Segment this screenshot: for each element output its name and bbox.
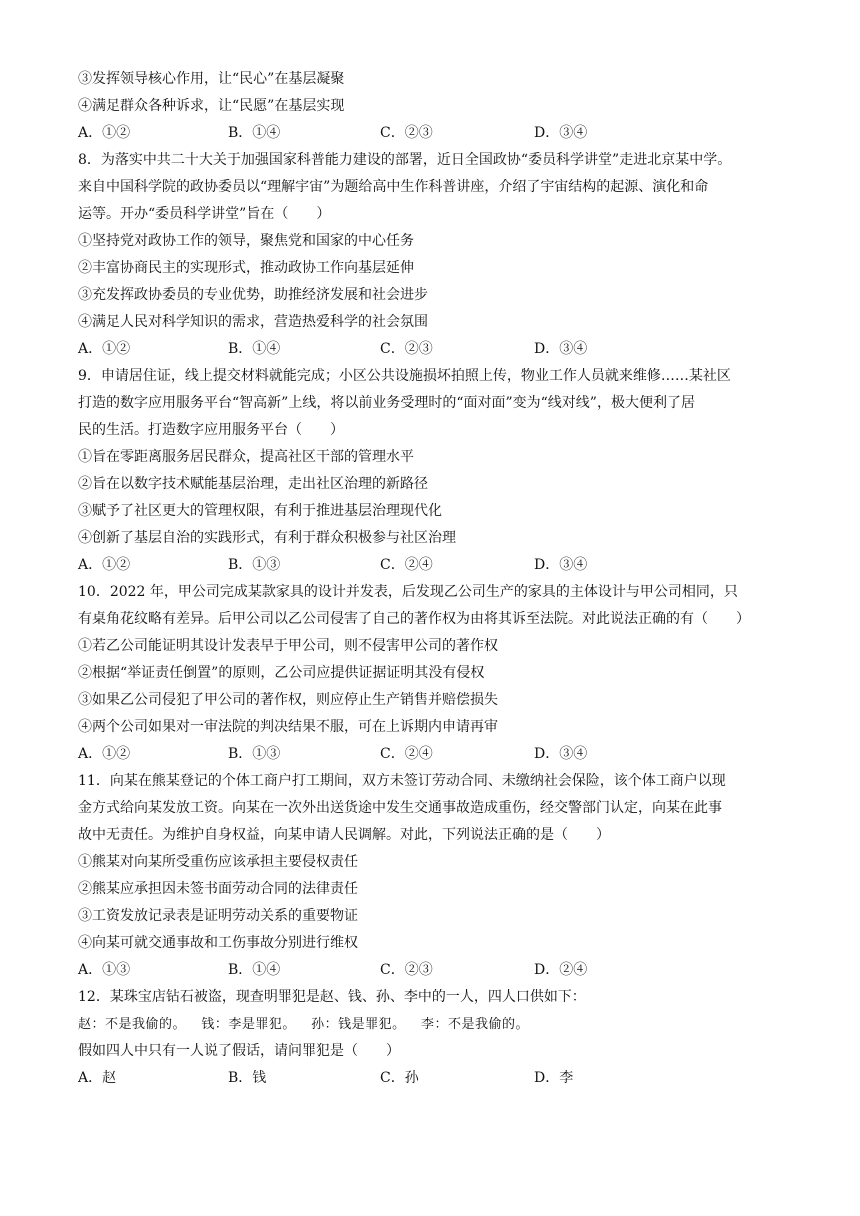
q10-option-b[interactable]: B．①③ [228, 746, 281, 762]
q10-option-c[interactable]: C．②④ [380, 746, 433, 762]
q8-stem-line-2: 来自中国科学院的政协委员以“理解宇宙”为题给高中生作科普讲座，介绍了宇宙结构的起源、演化和命 [78, 179, 709, 195]
q10-item-4: ④两个公司如果对一审法院的判决结果不服，可在上诉期内申请再审 [78, 719, 498, 735]
q11-stem-line-3: 故中无责任。为维护自身权益，向某申请人民调解。对此，下列说法正确的是（ ） [78, 827, 610, 843]
q10-item-2: ②根据“举证责任倒置”的原则，乙公司应提供证据证明其没有侵权 [78, 665, 485, 681]
q7-options [78, 120, 788, 147]
q12-option-d[interactable]: D．李 [534, 1070, 574, 1086]
q9-item-1: ①旨在零距离服务居民群众，提高社区干部的管理水平 [78, 449, 414, 465]
q8-item-1: ①坚持党对政协工作的领导，聚焦党和国家的中心任务 [78, 233, 414, 249]
q9-stem-line-1: 9．申请居住证，线上提交材料就能完成；小区公共设施损坏拍照上传，物业工作人员就来维修……某社区 [78, 368, 731, 384]
q9-stem-line-2: 打造的数字应用服务平台“智高新”上线，将以前业务受理时的“面对面”变为“线对线”，极大便利了居 [78, 395, 695, 411]
q11-item-1: ①熊某对向某所受重伤应该承担主要侵权责任 [78, 854, 358, 870]
q8-option-c[interactable]: C．②③ [380, 341, 433, 357]
q8-options [78, 336, 788, 363]
q11-options [78, 957, 788, 984]
q8-item-4: ④满足人民对科学知识的需求，营造热爱科学的社会氛围 [78, 314, 428, 330]
q11-item-4: ④向某可就交通事故和工伤事故分别进行维权 [78, 935, 358, 951]
q10-option-d[interactable]: D．③④ [534, 746, 588, 762]
q9-option-d[interactable]: D．③④ [534, 557, 588, 573]
q12-option-b[interactable]: B．钱 [228, 1070, 267, 1086]
q11-stem-line-1: 11．向某在熊某登记的个体工商户打工期间，双方未签订劳动合同、未缴纳社会保险，该个体工商户以现 [78, 773, 726, 789]
q9-item-3: ③赋予了社区更大的管理权限，有利于推进基层治理现代化 [78, 503, 442, 519]
q10-options [78, 741, 788, 768]
q9-option-a[interactable]: A．①② [78, 557, 131, 573]
q11-stem-line-2: 金方式给向某发放工资。向某在一次外出送货途中发生交通事故造成重伤，经交警部门认定，向某在此事 [78, 800, 722, 816]
q12-testimony: 赵：不是我偷的。 钱：李是罪犯。 孙：钱是罪犯。 李：不是我偷的。 [78, 1017, 529, 1032]
q11-option-c[interactable]: C．②③ [380, 962, 433, 978]
q7-item-3: ③发挥领导核心作用，让“民心”在基层凝聚 [78, 71, 345, 87]
q9-option-c[interactable]: C．②④ [380, 557, 433, 573]
q12-stem-line-1: 12．某珠宝店钻石被盗，现查明罪犯是赵、钱、孙、李中的一人，四人口供如下： [78, 989, 586, 1005]
q8-option-b[interactable]: B．①④ [228, 341, 281, 357]
q9-options [78, 552, 788, 579]
q8-option-a[interactable]: A．①② [78, 341, 131, 357]
q10-option-a[interactable]: A．①② [78, 746, 131, 762]
q12-stem-line-2: 假如四人中只有一人说了假话，请问罪犯是（ ） [78, 1043, 400, 1059]
q8-item-2: ②丰富协商民主的实现形式，推动政协工作向基层延伸 [78, 260, 414, 276]
q10-item-1: ①若乙公司能证明其设计发表早于甲公司，则不侵害甲公司的著作权 [78, 638, 498, 654]
q11-option-b[interactable]: B．①④ [228, 962, 281, 978]
q7-item-4: ④满足群众各种诉求，让“民愿”在基层实现 [78, 98, 345, 114]
q11-item-2: ②熊某应承担因未签书面劳动合同的法律责任 [78, 881, 358, 897]
q7-option-c[interactable]: C．②③ [380, 125, 433, 141]
q7-option-d[interactable]: D．③④ [534, 125, 588, 141]
q11-item-3: ③工资发放记录表是证明劳动关系的重要物证 [78, 908, 358, 924]
q8-option-d[interactable]: D．③④ [534, 341, 588, 357]
q8-stem-line-3: 运等。开办“委员科学讲堂”旨在（ ） [78, 206, 331, 222]
q9-option-b[interactable]: B．①③ [228, 557, 281, 573]
q10-item-3: ③如果乙公司侵犯了甲公司的著作权，则应停止生产销售并赔偿损失 [78, 692, 498, 708]
q12-option-c[interactable]: C．孙 [380, 1070, 419, 1086]
q11-option-d[interactable]: D．②④ [534, 962, 588, 978]
q8-stem-line-1: 8．为落实中共二十大关于加强国家科普能力建设的部署，近日全国政协“委员科学讲堂”走进北京某中学。 [78, 152, 732, 168]
q12-option-a[interactable]: A．赵 [78, 1070, 117, 1086]
q9-item-2: ②旨在以数字技术赋能基层治理，走出社区治理的新路径 [78, 476, 428, 492]
q8-item-3: ③充发挥政协委员的专业优势，助推经济发展和社会进步 [78, 287, 428, 303]
q10-stem-line-2: 有桌角花纹略有差异。后甲公司以乙公司侵害了自己的著作权为由将其诉至法院。对此说法正确的有（ ） [78, 611, 750, 627]
q12-options [78, 1065, 788, 1092]
q7-option-b[interactable]: B．①④ [228, 125, 281, 141]
q11-option-a[interactable]: A．①③ [78, 962, 131, 978]
q9-stem-line-3: 民的生活。打造数字应用服务平台（ ） [78, 422, 344, 438]
q10-stem-line-1: 10．2022 年，甲公司完成某款家具的设计并发表，后发现乙公司生产的家具的主体设计与甲公司相同，只 [78, 584, 738, 600]
q9-item-4: ④创新了基层自治的实践形式，有利于群众积极参与社区治理 [78, 530, 456, 546]
q7-option-a[interactable]: A．①② [78, 125, 131, 141]
